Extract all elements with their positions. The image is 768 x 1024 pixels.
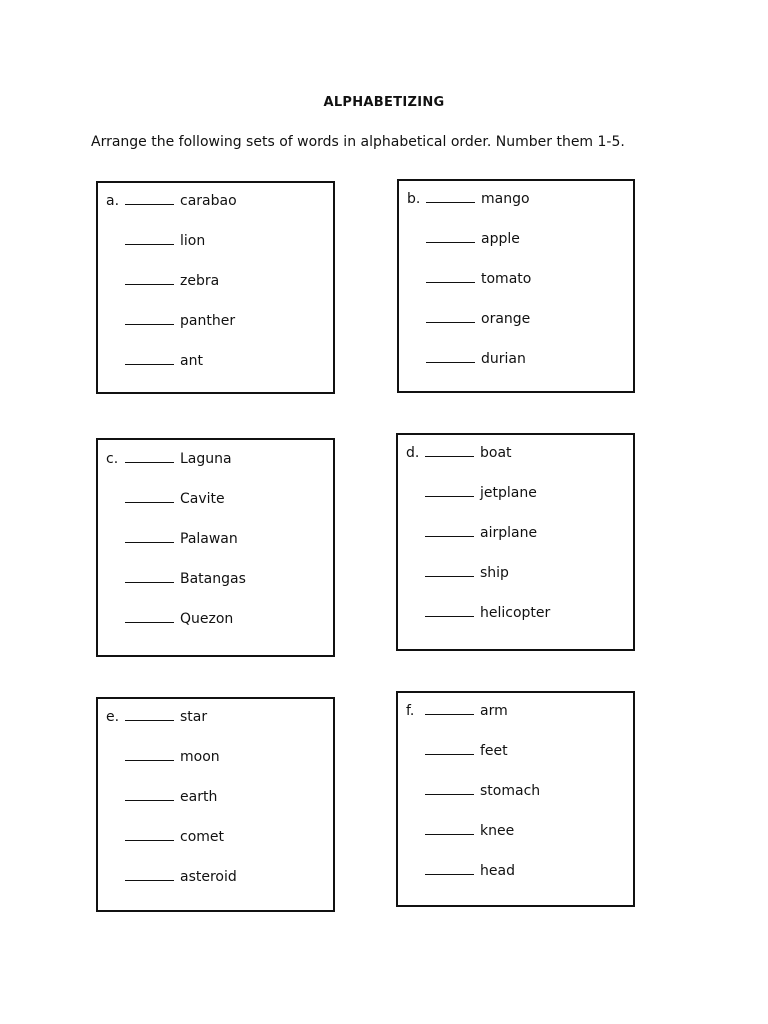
- answer-blank[interactable]: [425, 604, 474, 617]
- word-item: [106, 352, 203, 370]
- word-item: [407, 270, 531, 288]
- word-item: [406, 564, 509, 582]
- worksheet-title: ALPHABETIZING: [323, 95, 445, 110]
- answer-blank[interactable]: [125, 192, 174, 205]
- word-label: head: [480, 863, 515, 879]
- answer-blank[interactable]: [125, 570, 174, 583]
- set-letter: d.: [406, 445, 420, 461]
- answer-blank[interactable]: [125, 232, 174, 245]
- answer-blank[interactable]: [425, 862, 474, 875]
- set-letter: e.: [106, 709, 120, 725]
- answer-blank[interactable]: [425, 484, 474, 497]
- answer-blank[interactable]: [425, 564, 474, 577]
- word-label: ant: [180, 353, 203, 369]
- word-item: [406, 444, 512, 462]
- word-label: boat: [480, 445, 512, 461]
- word-item: [406, 702, 508, 720]
- word-label: feet: [480, 743, 508, 759]
- answer-blank[interactable]: [425, 444, 474, 457]
- word-item: [106, 570, 246, 588]
- word-item: [106, 748, 220, 766]
- word-item: [106, 490, 225, 508]
- answer-blank[interactable]: [426, 310, 475, 323]
- answer-blank[interactable]: [426, 270, 475, 283]
- word-item: [106, 272, 219, 290]
- word-label: airplane: [480, 525, 538, 541]
- answer-blank[interactable]: [125, 490, 174, 503]
- word-item: [106, 868, 237, 886]
- word-item: [407, 190, 530, 208]
- word-label: panther: [180, 313, 236, 329]
- word-label: apple: [481, 231, 520, 247]
- answer-blank[interactable]: [125, 868, 174, 881]
- answer-blank[interactable]: [425, 822, 474, 835]
- word-label: zebra: [180, 273, 220, 289]
- word-label: comet: [180, 829, 225, 845]
- answer-blank[interactable]: [125, 610, 174, 623]
- word-item: [106, 788, 217, 806]
- answer-blank[interactable]: [125, 352, 174, 365]
- word-item: [106, 610, 233, 628]
- answer-blank[interactable]: [125, 450, 174, 463]
- word-item: [407, 350, 526, 368]
- set-letter: c.: [106, 451, 119, 467]
- answer-blank[interactable]: [125, 272, 174, 285]
- word-label: stomach: [480, 783, 541, 799]
- word-label: moon: [180, 749, 220, 765]
- word-item: [407, 230, 520, 248]
- word-label: Cavite: [180, 491, 225, 507]
- answer-blank[interactable]: [125, 748, 174, 761]
- answer-blank[interactable]: [125, 828, 174, 841]
- instructions-text: Arrange the following sets of words in alphabetical order. Number them 1-5.: [91, 134, 625, 150]
- set-letter: b.: [407, 191, 421, 207]
- word-label: Palawan: [180, 531, 238, 547]
- word-label: earth: [180, 789, 218, 805]
- answer-blank[interactable]: [426, 190, 475, 203]
- word-label: durian: [481, 351, 526, 367]
- word-item: [106, 828, 224, 846]
- word-item: [106, 312, 235, 330]
- set-letter: a.: [106, 193, 120, 209]
- word-label: arm: [480, 703, 508, 719]
- word-label: mango: [481, 191, 530, 207]
- word-item: [106, 192, 237, 210]
- answer-blank[interactable]: [425, 524, 474, 537]
- answer-blank[interactable]: [425, 782, 474, 795]
- answer-blank[interactable]: [426, 230, 475, 243]
- word-label: Laguna: [180, 451, 232, 467]
- word-item: [406, 742, 508, 760]
- word-item: [106, 708, 207, 726]
- set-letter: f.: [406, 703, 415, 719]
- word-label: knee: [480, 823, 515, 839]
- word-item: [406, 484, 537, 502]
- answer-blank[interactable]: [426, 350, 475, 363]
- word-label: helicopter: [480, 605, 551, 621]
- word-item: [407, 310, 530, 328]
- word-item: [406, 822, 514, 840]
- word-item: [406, 524, 537, 542]
- word-item: [106, 232, 205, 250]
- answer-blank[interactable]: [125, 788, 174, 801]
- word-label: carabao: [180, 193, 237, 209]
- answer-blank[interactable]: [425, 742, 474, 755]
- word-label: tomato: [481, 271, 532, 287]
- word-item: [106, 530, 238, 548]
- word-item: [106, 450, 232, 468]
- word-label: star: [180, 709, 208, 725]
- answer-blank[interactable]: [125, 708, 174, 721]
- answer-blank[interactable]: [125, 530, 174, 543]
- word-item: [406, 604, 550, 622]
- word-label: lion: [180, 233, 206, 249]
- word-label: asteroid: [180, 869, 237, 885]
- word-item: [406, 862, 515, 880]
- word-label: ship: [480, 565, 509, 581]
- word-label: orange: [481, 311, 531, 327]
- answer-blank[interactable]: [425, 702, 474, 715]
- word-label: Quezon: [180, 611, 234, 627]
- answer-blank[interactable]: [125, 312, 174, 325]
- word-label: jetplane: [480, 485, 537, 501]
- word-label: Batangas: [180, 571, 246, 587]
- word-item: [406, 782, 540, 800]
